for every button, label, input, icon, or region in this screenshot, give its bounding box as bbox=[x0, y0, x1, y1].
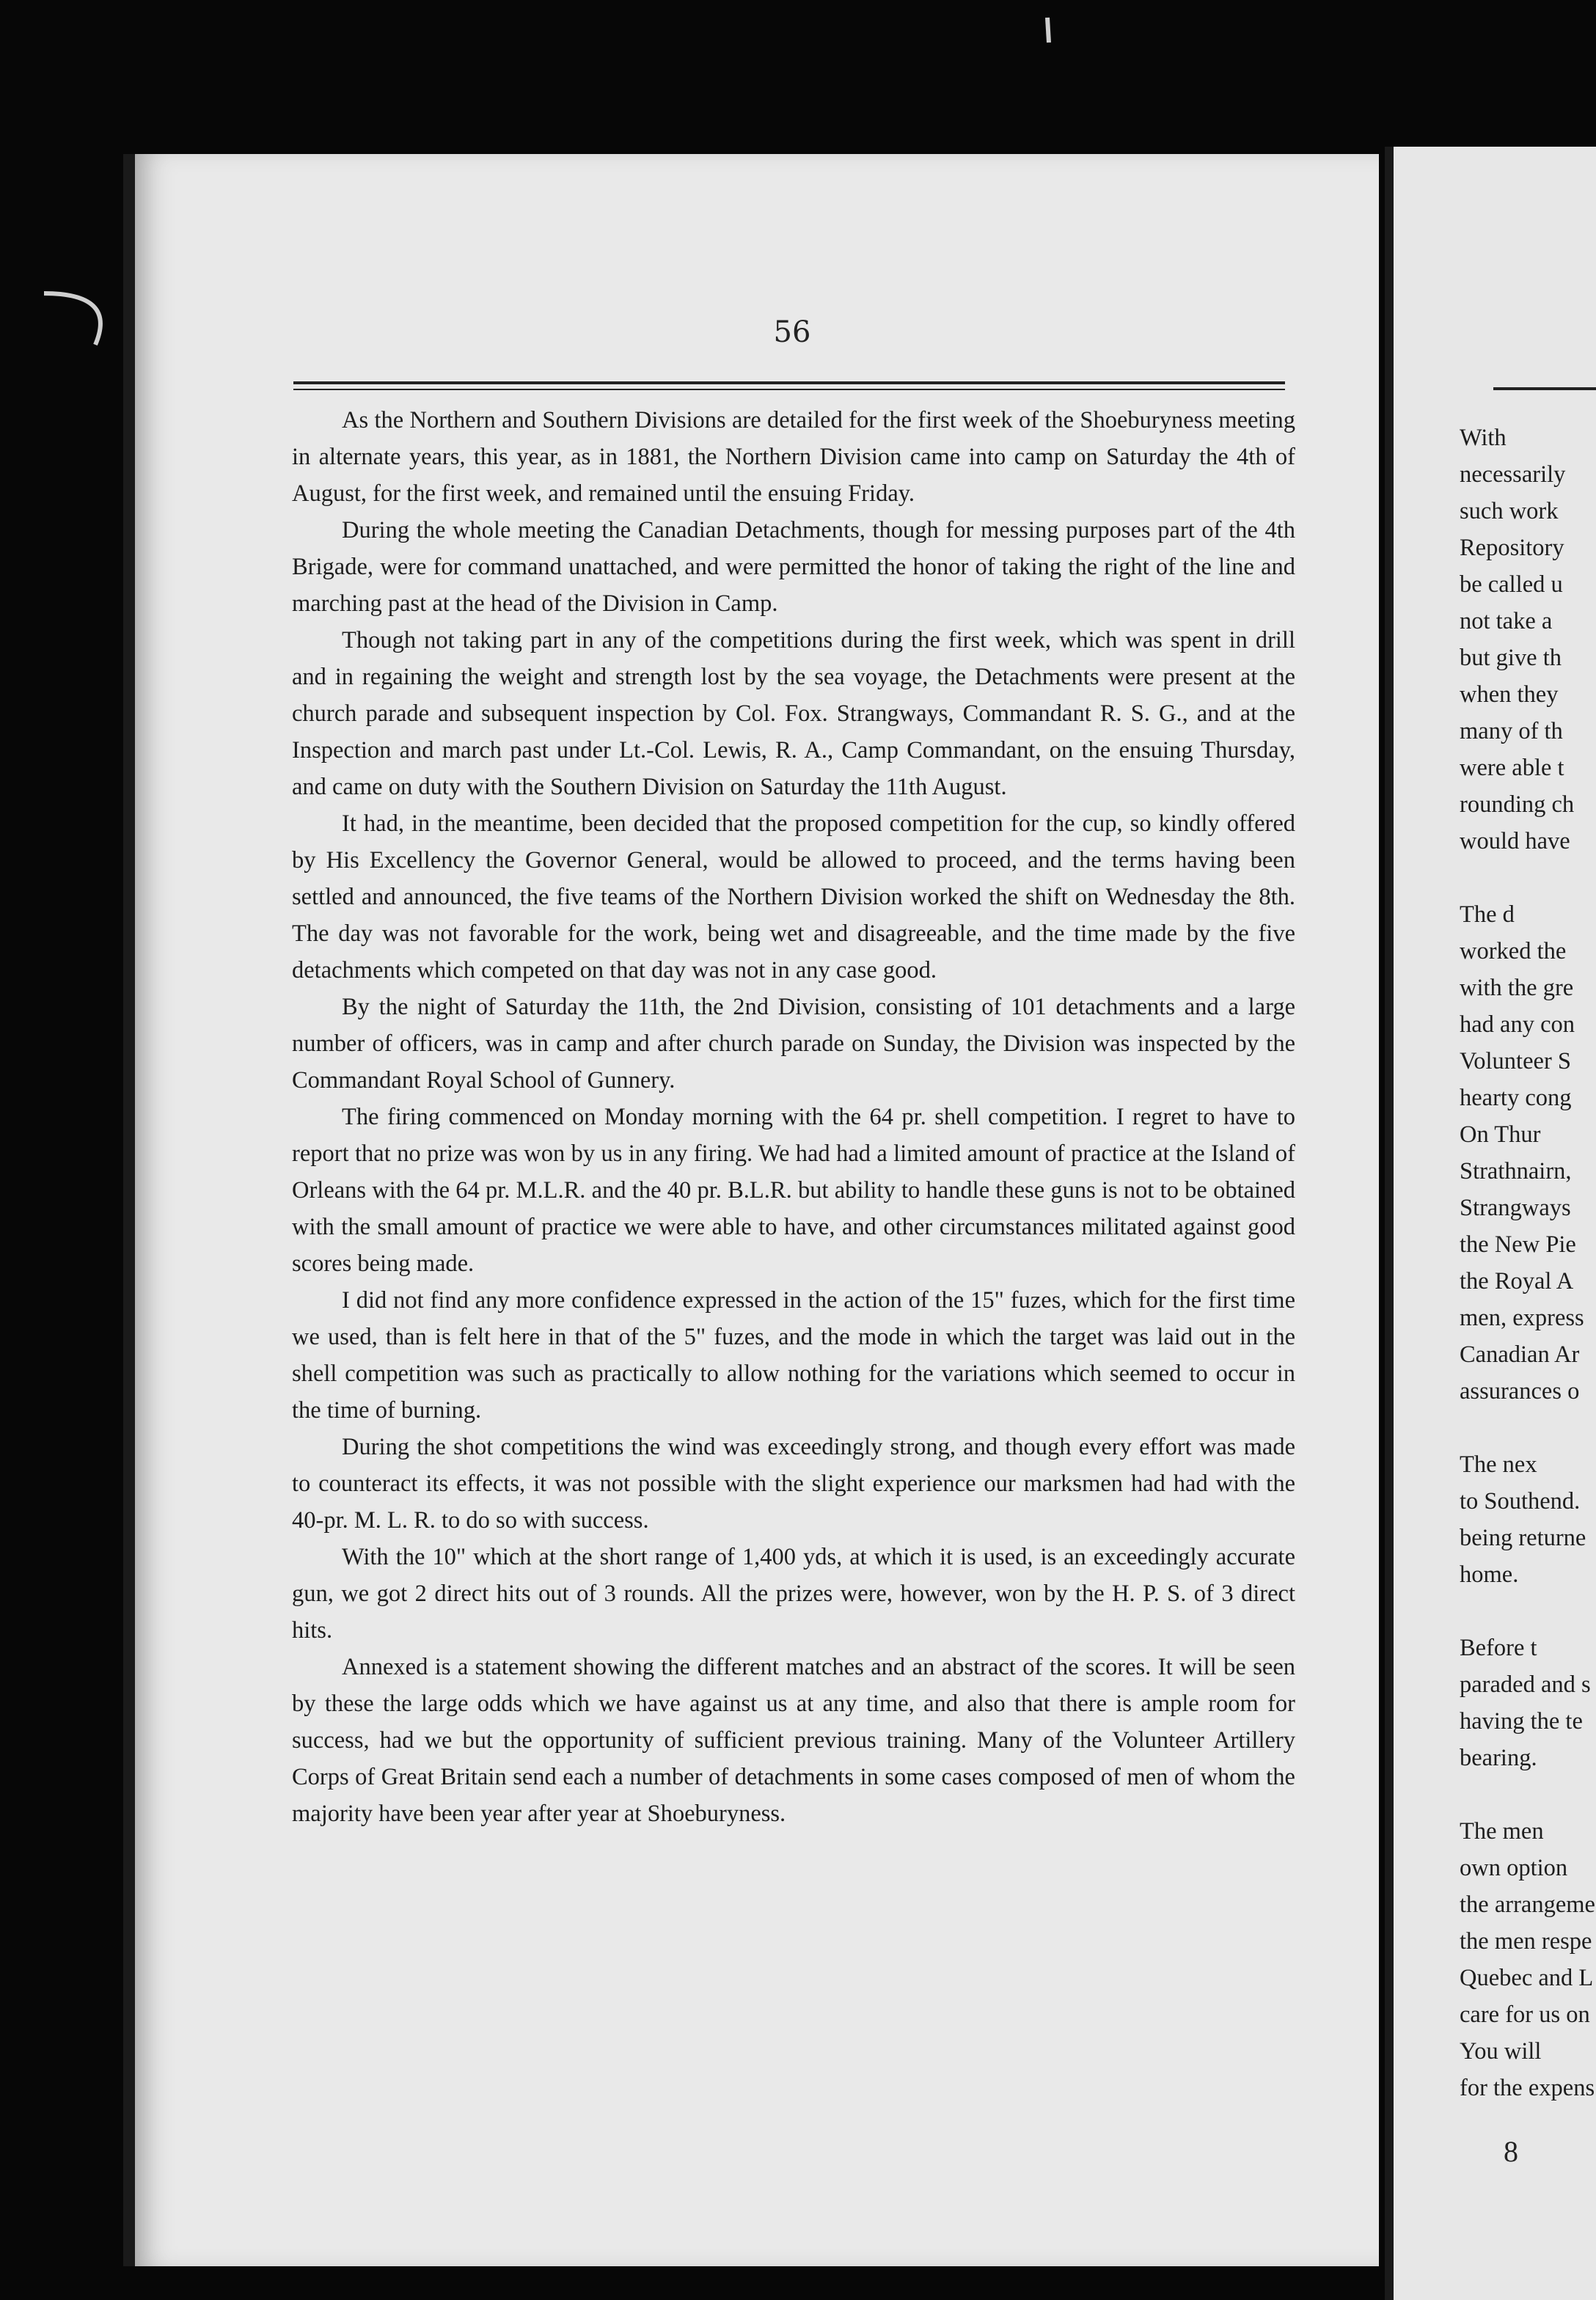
right-page-line: rounding ch bbox=[1460, 791, 1575, 818]
right-page-line: having the te bbox=[1460, 1708, 1583, 1735]
paragraph: During the whole meeting the Canadian Detachments, though for messing purposes part of the 4th Brigade, were for command unattached, and were permitted the honor of taking the right of the line and marching past at the head of the Division in Camp. bbox=[292, 517, 1295, 617]
right-page-line: the Royal A bbox=[1460, 1268, 1574, 1294]
paragraph: During the shot competitions the wind was exceedingly strong, and though every effort was made to counteract its effects, it was not possible with the slight experience our marksmen had had with the 40-pr. M. L. R. to do so with success. bbox=[292, 1434, 1295, 1534]
right-page-line: many of th bbox=[1460, 718, 1563, 744]
paragraph: I did not find any more confidence expressed in the action of the 15" fuzes, which for the first time we used, than is felt here in that of the 5" fuzes, and the mode in which the target was laid out in the shell competition was such as practically to allow nothing for the variations which seemed to occur in the time of burning. bbox=[292, 1287, 1295, 1424]
right-page-line: With bbox=[1460, 425, 1507, 451]
right-page-line: men, express bbox=[1460, 1305, 1584, 1331]
right-page-line: with the gre bbox=[1460, 975, 1574, 1001]
right-page-line: The nex bbox=[1460, 1451, 1537, 1478]
right-page-line: the men respe bbox=[1460, 1928, 1592, 1955]
signature-mark: 8 bbox=[1504, 2135, 1518, 2168]
right-page-line: Repository bbox=[1460, 535, 1564, 561]
right-page-line bbox=[1460, 1776, 1596, 1813]
right-page-line: such work bbox=[1460, 498, 1559, 524]
right-page-line: be called u bbox=[1460, 571, 1563, 598]
right-page-line: necessarily bbox=[1460, 461, 1566, 488]
right-page-line: The men bbox=[1460, 1818, 1544, 1845]
right-page-line: being returne bbox=[1460, 1525, 1586, 1551]
paragraph: As the Northern and Southern Divisions are detailed for the first week of the Shoeburyness meeting in alternate years, this year, as in 1881, the Northern Division came into camp on Saturday the 4th of August, for the first week, and remained until the ensuing Friday. bbox=[292, 407, 1295, 507]
right-page-line: You will bbox=[1460, 2038, 1542, 2065]
header-rule-thin bbox=[293, 389, 1285, 390]
right-page-line bbox=[1460, 860, 1596, 896]
right-page-line: hearty cong bbox=[1460, 1085, 1572, 1111]
right-page-line: for the expens bbox=[1460, 2075, 1595, 2101]
paragraph: Annexed is a statement showing the different matches and an abstract of the scores. It will be seen by these the large odds which we have against us at any time, and also that there is ample room for success, had we but the opportunity of sufficient previous training. Many of the Volunteer Artillery Corps of Great Britain send each a number of detachments in some cases composed of men of whom the majority have been year after year at Shoeburyness. bbox=[292, 1654, 1295, 1827]
right-page-line bbox=[1460, 1410, 1596, 1446]
right-page-line: paraded and s bbox=[1460, 1671, 1591, 1698]
body-text bbox=[292, 402, 1295, 1832]
right-page-text bbox=[1460, 420, 1596, 2106]
paragraph: By the night of Saturday the 11th, the 2nd Division, consisting of 101 detachments and a large number of officers, was in camp and after church parade on Sunday, the Division was inspected by the Commandant Royal School of Gunnery. bbox=[292, 994, 1295, 1094]
right-page-line: but give th bbox=[1460, 645, 1562, 671]
right-page-line: would have bbox=[1460, 828, 1570, 854]
right-page-line: bearing. bbox=[1460, 1745, 1537, 1771]
paragraph: The firing commenced on Monday morning with the 64 pr. shell competition. I regret to have to report that no prize was won by us in any firing. We had had a limited amount of practice at the Island of Orleans with the 64 pr. M.L.R. and the 40 pr. B.L.R. but ability to handle these guns is not to be obtained with the small amount of practice we were able to have, and other circumstances militated against good scores being made. bbox=[292, 1104, 1295, 1277]
right-page-line: Volunteer S bbox=[1460, 1048, 1571, 1074]
right-page-line: when they bbox=[1460, 681, 1559, 708]
right-page-line: assurances o bbox=[1460, 1378, 1580, 1404]
paragraph: Though not taking part in any of the competitions during the first week, which was spent in drill and in regaining the weight and strength lost by the sea voyage, the Detachments were present at the church parade and subsequent inspection by Col. Fox. Strangways, Commandant R. S. G., and at the Inspection and march past under Lt.-Col. Lewis, R. A., Camp Commandant, on the ensuing Thursday, and came on duty with the Southern Division on Saturday the 11th August. bbox=[292, 627, 1295, 800]
right-page-line: own option bbox=[1460, 1855, 1568, 1881]
right-page-line: home. bbox=[1460, 1561, 1519, 1588]
right-page-line: not take a bbox=[1460, 608, 1553, 634]
right-page-line: Strangways bbox=[1460, 1195, 1571, 1221]
right-page-line: The d bbox=[1460, 901, 1515, 928]
right-page-line: were able t bbox=[1460, 755, 1564, 781]
paragraph: It had, in the meantime, been decided that the proposed competition for the cup, so kindly offered by His Excellency the Governor General, would be allowed to proceed, and the terms having been settled and announced, the five teams of the Northern Division worked the shift on Wednesday the 8th. The day was not favorable for the work, being wet and disagreeable, and the time made by the five detachments which competed on that day was not in any case good. bbox=[292, 810, 1295, 984]
right-page-line: care for us on bbox=[1460, 2001, 1590, 2028]
right-page-line: had any con bbox=[1460, 1011, 1575, 1038]
paragraph: With the 10" which at the short range of 1,400 yds, at which it is used, is an exceedingly accurate gun, we got 2 direct hits out of 3 rounds. All the prizes were, however, won by the H. P. S. of 3 direct hits. bbox=[292, 1544, 1295, 1644]
right-page-line: worked the bbox=[1460, 938, 1567, 964]
right-page-line: Strathnairn, bbox=[1460, 1158, 1572, 1184]
right-page-line: Before t bbox=[1460, 1635, 1537, 1661]
page-number: 56 bbox=[773, 315, 811, 349]
right-page-line: the arrangeme bbox=[1460, 1891, 1595, 1918]
right-page-line bbox=[1460, 1593, 1596, 1630]
header-rule bbox=[293, 381, 1285, 384]
right-page-rule bbox=[1493, 387, 1596, 390]
right-page-line: the New Pie bbox=[1460, 1231, 1576, 1258]
right-page-line: On Thur bbox=[1460, 1121, 1541, 1148]
right-page-line: to Southend. bbox=[1460, 1488, 1581, 1515]
right-page-line: Quebec and L bbox=[1460, 1965, 1594, 1991]
right-page-line: Canadian Ar bbox=[1460, 1341, 1580, 1368]
